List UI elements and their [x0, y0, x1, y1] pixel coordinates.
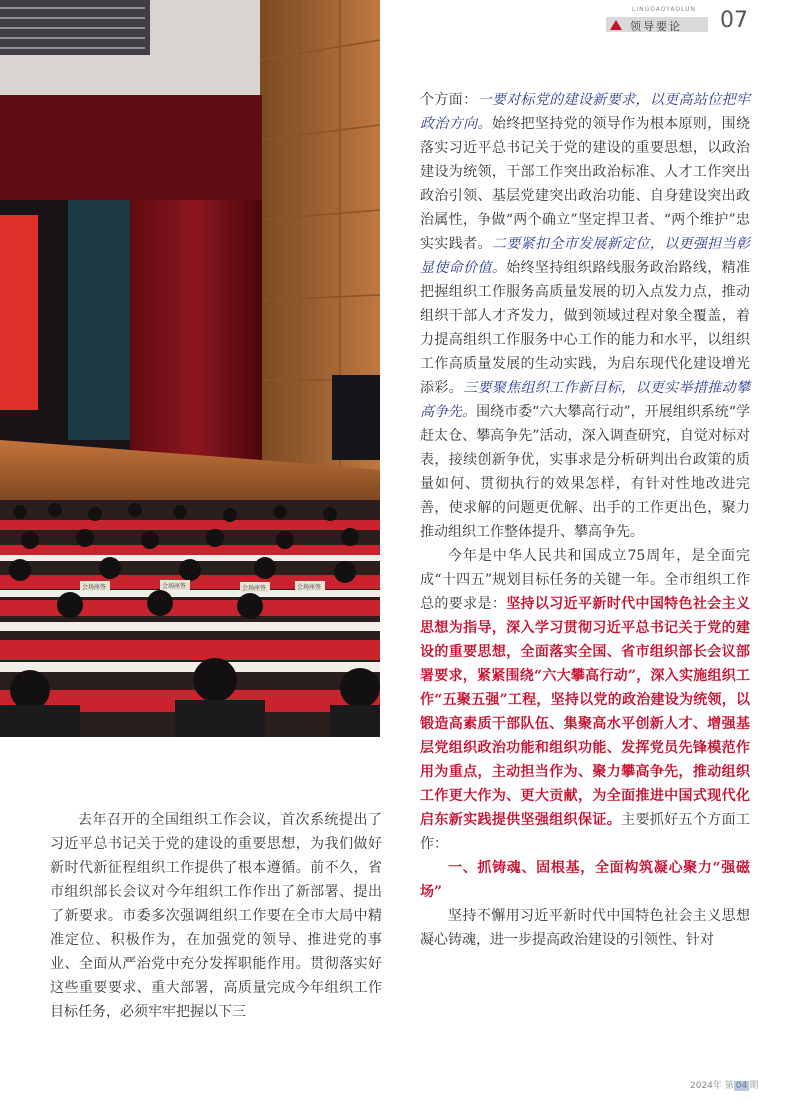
- section-heading: 一、抓铸魂、固根基，全面构筑凝心聚力“强磁场”: [420, 860, 750, 900]
- highlight-red: 坚持以习近平新时代中国特色社会主义思想为指导，深入学习贯彻习近平总书记关于党的建设的重要思想，全面落实全国、省市组织部长会议部署要求，紧紧围绕“六大攀高行动”，深入实施组织工作“五聚五强”工程，坚持以党的政治建设为统领，以锻造高素质干部队伍、集聚高水平创新人才、增强基层党组织政治功能和组织功能、发挥党员先锋模范作用为重点，主动担当作为、聚力攀高争先，推动组织工作更大作为、更大贡献，为全面推进中国式现代化启东新实践提供坚强组织保证。: [420, 596, 751, 828]
- footer-di: 第: [724, 1081, 734, 1091]
- section-label: 领导要论: [630, 20, 682, 33]
- paragraph: 去年召开的全国组织工作会议，首次系统提出了习近平总书记关于党的建设的重要思想，为我们做好新时代新征程组织工作提供了根本遵循。前不久，省市组织部长会议对今年组织工作作出了新部署、提出了新要求。市委多次强调组织工作要在全市大局中精准定位、积极作为，在加强党的领导、推进党的事业、全面从严治党中充分发挥职能作用。贯彻落实好这些重要要求、重大部署，高质量完成今年组织工作目标任务，必须牢牢把握以下三: [50, 812, 382, 1020]
- page-number: 07: [720, 8, 748, 33]
- page-header: [600, 6, 800, 36]
- page-footer: [690, 1078, 758, 1091]
- banner-label: 会场座签: [82, 584, 107, 591]
- paragraph: 坚持不懈用习近平新时代中国特色社会主义思想凝心铸魂，进一步提高政治建设的引领性、针对: [420, 908, 750, 948]
- paragraph: 今年是中华人民共和国成立75周年，是全面完成“十四五”规划目标任务的关键一年。全市组织工作总的要求是：坚持以习近平新时代中国特色社会主义思想为指导，深入学习贯彻习近平总书记关于党的建设的重要思想，全面落实全国、省市组织部长会议部署要求，紧紧围绕“六大攀高行动”，深入实施组织工作“五聚五强”工程，坚持以党的政治建设为统领，以锻造高素质干部队伍、集聚高水平创新人才、增强基层党组织政治功能和组织功能、发挥党员先锋模范作用为重点，主动担当作为、聚力攀高争先，推动组织工作更大作为、更大贡献，为全面推进中国式现代化启东新实践提供坚强组织保证。主要抓好五个方面工作：: [420, 548, 751, 852]
- banner-label: 会场座签: [297, 584, 322, 591]
- meeting-hall-photo: [0, 0, 380, 737]
- header-pinyin: LINGDAOYAOLUN: [632, 6, 697, 13]
- paragraph: 个方面：一要对标党的建设新要求，以更高站位把牢政治方向。始终把坚持党的领导作为根本原则，围绕落实习近平总书记关于党的建设的重要思想，以政治建设为统领，干部工作突出政治标准、人才工作突出政治引领、基层党建突出政治功能、自身建设突出政治属性，争做“两个确立”坚定捍卫者、“两个维护”忠实实践者。二要紧扣全市发展新定位，以更强担当彰显使命价值。始终坚持组织路线服务政治路线，精准把握组织工作服务高质量发展的切入点发力点，推动组织干部人才齐发力，做到领域过程对象全覆盖，着力提高组织工作服务中心工作的能力和水平，以组织工作高质量发展的生动实践，为启东现代化建设增光添彩。三要聚焦组织工作新目标，以更实举措推动攀高争先。围绕市委“六大攀高行动”，开展组织系统“学赶太仓、攀高争先”活动，深入调查研究，自觉对标对表，接续创新争优，实事求是分析研判出台政策的质量如何、贯彻执行的效果怎样，有针对性地改进完善，使求解的问题更优解、出手的工作更出色，聚力推动组织工作整体提升、攀高争先。: [420, 92, 751, 540]
- highlight-blue: 二要紧扣全市发展新定位，以更强担当彰显使命价值。: [420, 236, 751, 276]
- banner-label: 会场座签: [162, 583, 187, 590]
- red-triangle-icon: [610, 20, 622, 30]
- right-column: [420, 88, 750, 952]
- highlight-blue: 一要对标党的建设新要求，以更高站位把牢政治方向。: [420, 92, 751, 132]
- footer-qi: 期: [749, 1081, 759, 1091]
- banner-label: 会场座签: [242, 585, 267, 592]
- left-column: [50, 808, 382, 1024]
- highlight-blue: 三要聚焦组织工作新目标，以更实举措推动攀高争先。: [420, 380, 751, 420]
- issue-number: 04: [735, 1081, 748, 1091]
- footer-year: 2024年: [690, 1081, 722, 1091]
